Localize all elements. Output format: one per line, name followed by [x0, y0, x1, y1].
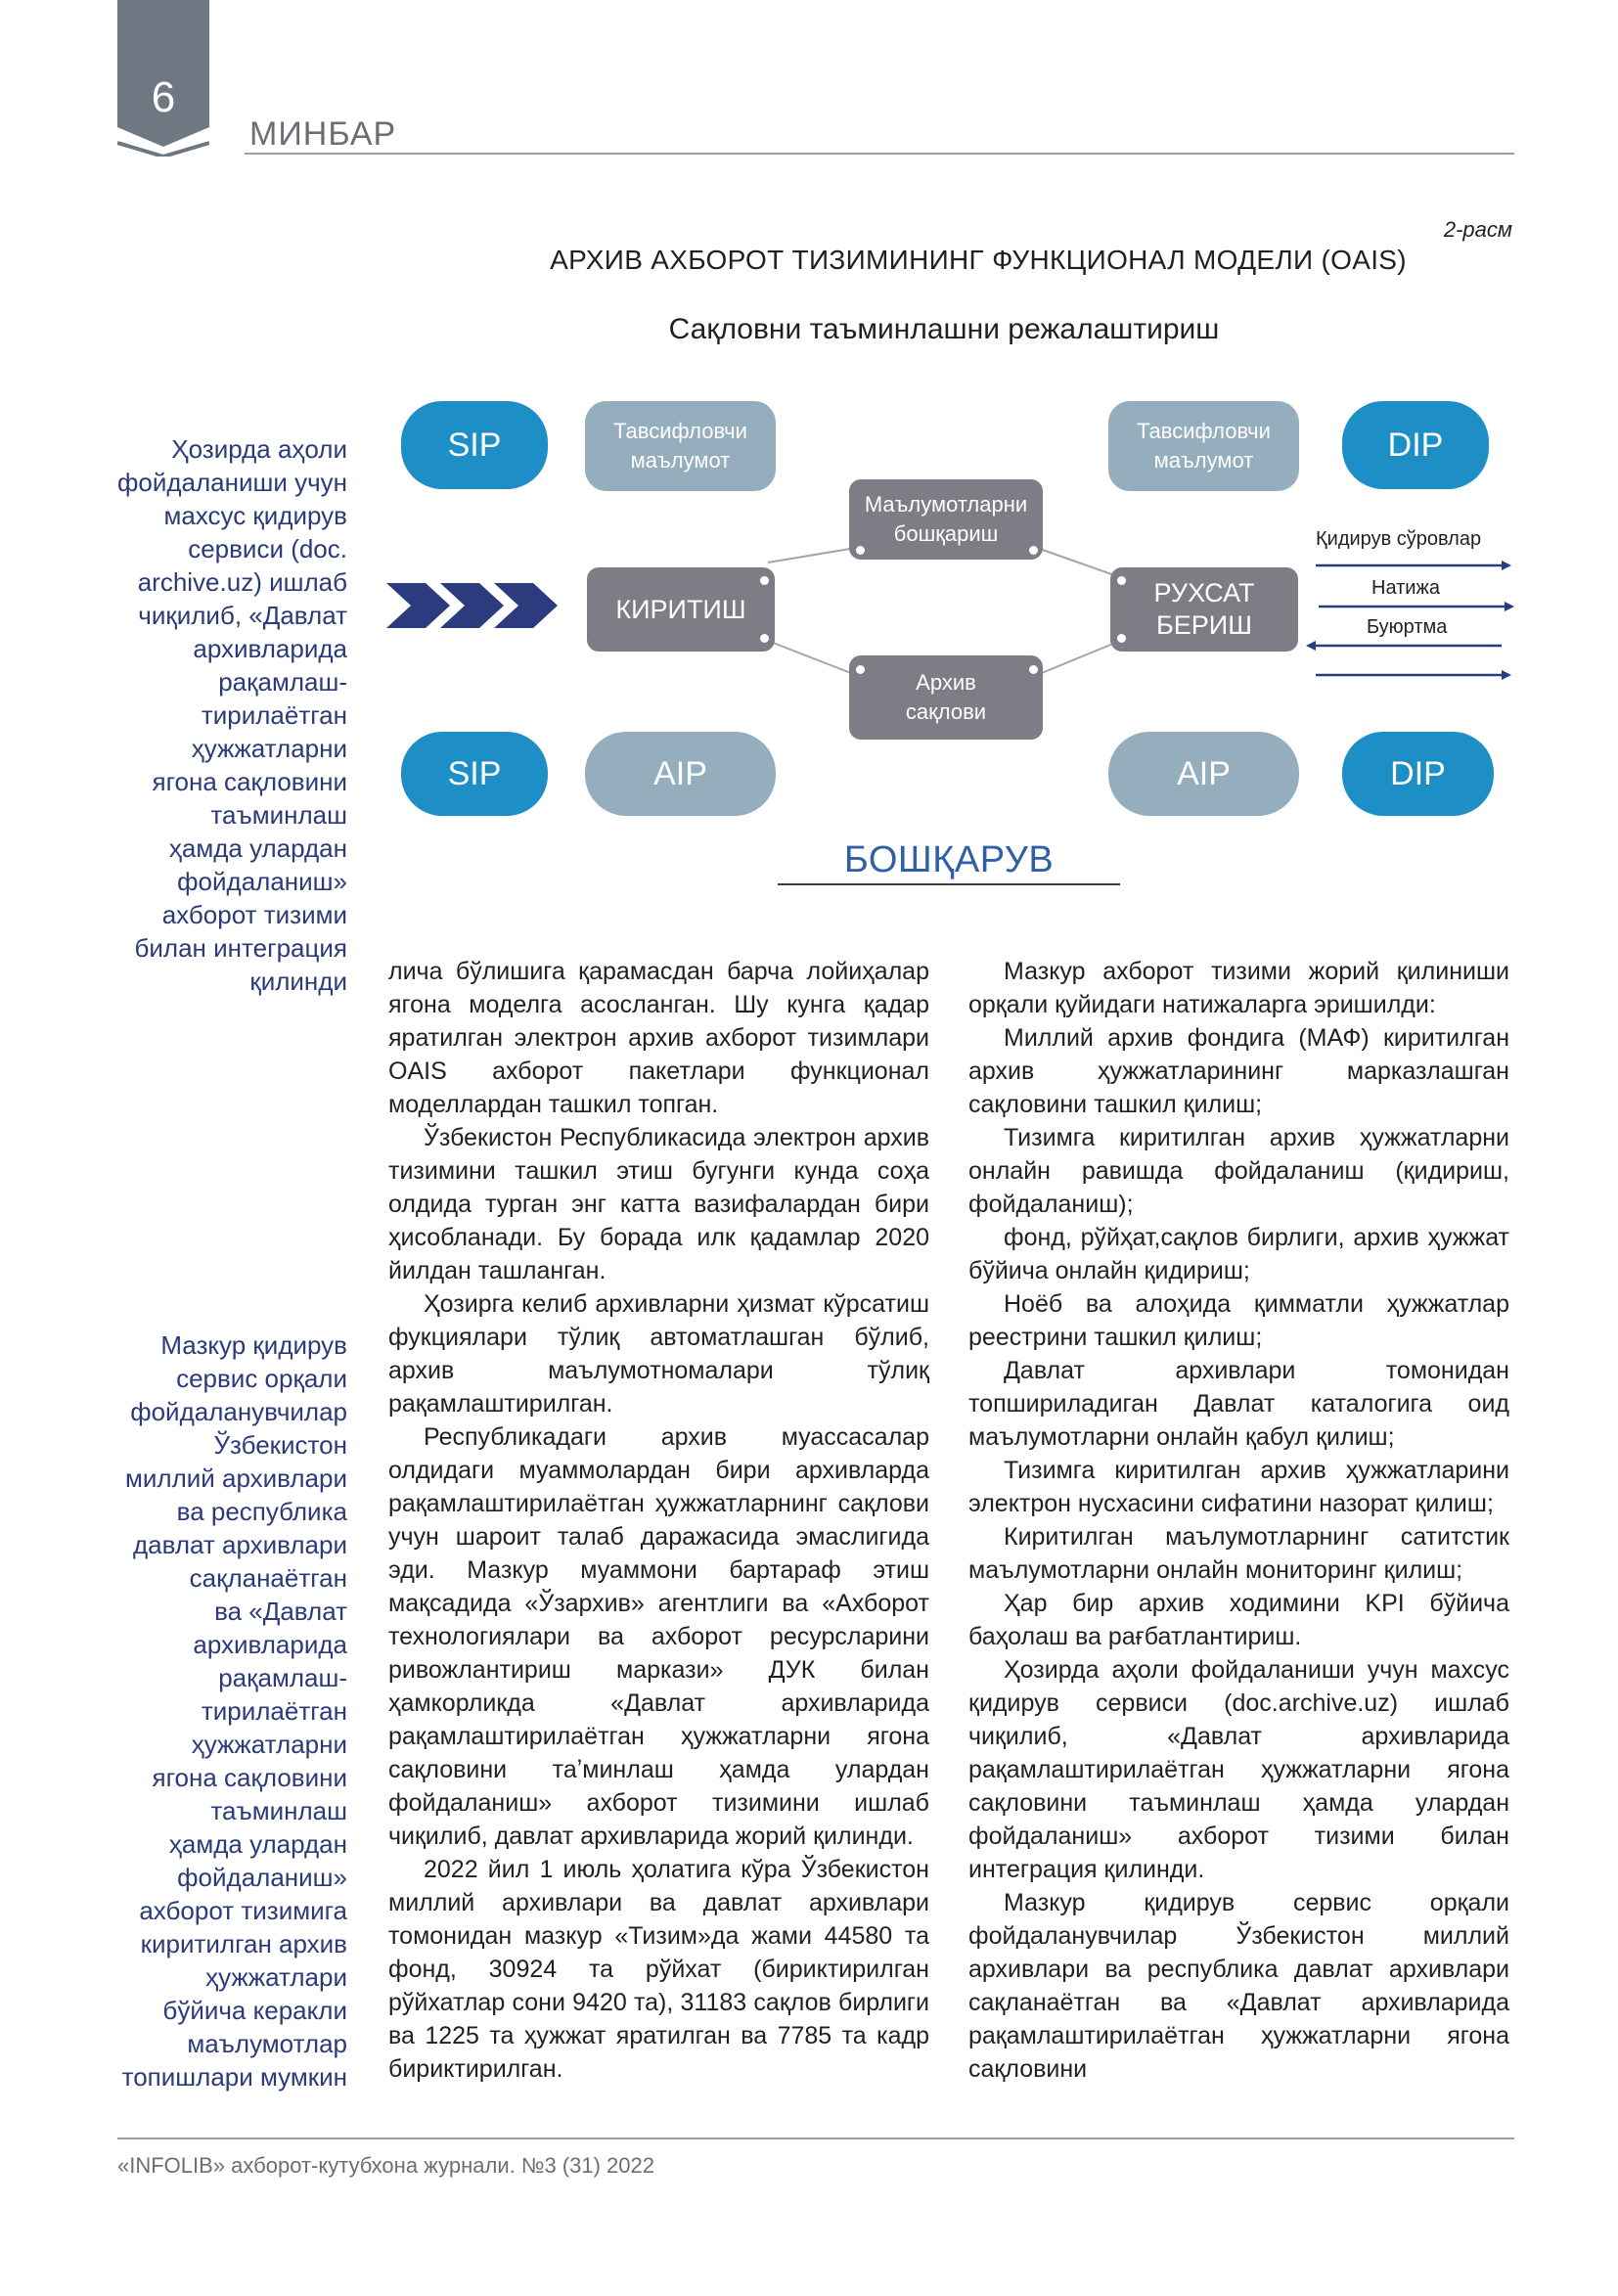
pull-quote-line: archive.uz) ишлаб	[137, 567, 347, 597]
section-title: МИНБАР	[249, 115, 397, 153]
sip-bottom-label: SIP	[447, 754, 502, 792]
body-column-1	[388, 955, 929, 2086]
footer-rule	[117, 2138, 1514, 2139]
pull-quote-line: тирилаётган	[201, 700, 347, 730]
data-management-line2: бошқариш	[893, 521, 999, 546]
pull-quote-line: қилинди	[249, 967, 347, 996]
pull-quote-line: ва республика	[176, 1497, 347, 1526]
sip-bottom-box	[401, 732, 548, 816]
paragraph: фонд, рўйҳат,сақлов бирлиги, архив ҳужжат бўйича онлайн қидириш;	[968, 1224, 1509, 1284]
pull-quote-line: махсус қидирув	[163, 501, 347, 530]
paragraph: Ҳозирда аҳоли фойдаланиши учун махсус қидирув сервиси (doc.archive.uz) ишлаб чиқилиб, «Давлат архивларида рақамлаштирилаётган ҳужжатларни ягона сақловини таъминлаш ҳамда улардан фойдаланиш» ахборот тизими билан интеграция қилинди.	[968, 1656, 1509, 1883]
ingest-label: КИРИТИШ	[615, 594, 746, 624]
paragraph: Тизимга киритилган архив ҳужжатларини электрон нусхасини сифатини назорат қилиш;	[968, 1457, 1509, 1517]
pull-quote-line: давлат архивлари	[132, 1530, 347, 1559]
pull-quote-line: таъминлаш	[210, 1796, 347, 1825]
pull-quote-line: фойдаланиш»	[177, 1863, 347, 1892]
aip-right-box	[1108, 732, 1299, 816]
connector-line	[1037, 548, 1120, 577]
pull-quote-line: ягона сақловини	[152, 1763, 347, 1792]
paragraph: Давлат архивлари томонидан топшириладиган Давлат каталогига оид маълумотларни онлайн қабул қилиш;	[968, 1357, 1509, 1451]
page-number: 6	[151, 73, 176, 121]
chevron-arrows-icon	[386, 583, 558, 628]
paragraph: Республикадаги архив муассасалар олдидаги муаммолардан бири архивларда рақамлаштирилаётган ҳужжатларнинг сақлови учун шароит талаб даражасида эмаслигида эди. Мазкур муаммони бартараф этиш мақсадида «Ўзархив» агентлиги ва «Ахборот технологиялари ва ахборот ресурсларини ривожлантириш маркази» ДУК билан ҳамкорликда «Давлат архивларида рақамлаштирилаётган ҳужжатларни ягона сақловини таʼминлаш ҳамда улардан фойдаланиш» ахборот тизимини ишлаб чиқилиб, давлат архивларида жорий қилинди.	[388, 1423, 929, 1850]
figure-label: 2-расм	[1443, 217, 1512, 242]
aip-left-label: AIP	[653, 754, 707, 792]
pull-quote-line: ягона сақловини	[152, 767, 347, 796]
pull-quote-line: ҳужжатлари	[205, 1962, 347, 1992]
result-label: Натижа	[1371, 577, 1440, 599]
access-line2: БЕРИШ	[1156, 610, 1252, 640]
paragraph: лича бўлишига қарамасдан барча лойиҳалар ягона моделга асосланган. Шу кунга қадар яратилган электрон архив ахборот тизимлари OAIS ахборот пакетлари функционал моделлардан ташкил топган.	[388, 958, 929, 1118]
archival-storage-line1: Архив	[916, 670, 976, 695]
pull-quote-line: ахборот тизими	[161, 900, 347, 929]
paragraph: Ноёб ва алоҳида қимматли ҳужжатлар реестрини ташкил қилиш;	[968, 1290, 1509, 1351]
paragraph: Киритилган маълумотларнинг сатитстик маълумотларни онлайн мониторинг қилиш;	[968, 1523, 1509, 1584]
pull-quote-1	[78, 432, 347, 998]
descriptive-info-right-box	[1108, 401, 1299, 491]
pull-quote-line: фойдаланиш»	[177, 867, 347, 896]
connector-dot	[760, 576, 769, 585]
pull-quote-line: ҳужжатларни	[191, 1730, 347, 1759]
pull-quote-line: сақланаётган	[189, 1563, 347, 1593]
connector-line	[768, 548, 856, 563]
pull-quote-line: Ўзбекистон	[213, 1430, 347, 1460]
descriptive-info-left-box	[585, 401, 776, 491]
descriptive-info-right-line1: Тавсифловчи	[1137, 419, 1271, 443]
pull-quote-line: ҳамда улардан	[168, 1829, 347, 1859]
pull-quote-line: сервиси (doc.	[188, 534, 347, 563]
pull-quote-line: архивларида	[193, 634, 347, 663]
archival-storage-line2: сақлови	[905, 699, 987, 724]
access-line1: РУХСАТ	[1153, 578, 1255, 608]
pull-quote-line: топишлари мумкин	[121, 2062, 347, 2092]
pull-quote-line: ҳужжатларни	[191, 734, 347, 763]
connector-dot	[760, 634, 769, 643]
connector-dot	[856, 546, 865, 555]
descriptive-info-left-line1: Тавсифловчи	[613, 419, 747, 443]
pull-quote-line: миллий архивлари	[125, 1463, 347, 1493]
pull-quote-line: тирилаётган	[201, 1696, 347, 1726]
descriptive-info-left-line2: маълумот	[630, 448, 731, 473]
access-box	[1110, 567, 1298, 652]
dip-bottom-box	[1342, 732, 1494, 816]
paragraph: 2022 йил 1 июль ҳолатига кўра Ўзбекистон миллий архивлари ва давлат архивлари томонидан мазкур «Тизим»да жами 44580 та фонд, 30924 та рўйхат (бириктирилган рўйхатлар сони 9420 та), 31183 сақлов бирлиги ва 1225 та ҳужжат яратилган ва 7785 та кадр бириктирилган.	[388, 1856, 929, 2083]
pull-quote-line: фойдаланиши учун	[116, 468, 347, 497]
paragraph: Мазкур қидирув сервис орқали фойдаланувчилар Ўзбекистон миллий архивлари ва республика давлат архивлари сақланаётган ва «Давлат архивларида рақамлаштирилаётган ҳужжатларни ягона сақловини	[968, 1889, 1509, 2083]
sip-top-box	[401, 401, 548, 489]
pull-quote-line: фойдаланувчилар	[130, 1397, 347, 1426]
connector-dot	[856, 665, 865, 674]
connector-line	[768, 641, 856, 675]
connector-dot	[1029, 546, 1038, 555]
descriptive-info-right-line2: маълумот	[1153, 448, 1254, 473]
paragraph: Миллий архив фондига (МАФ) киритилган архив ҳужжатларининг марказлашган сақловини ташкил қилиш;	[968, 1024, 1509, 1118]
connector-line	[1037, 641, 1120, 675]
pull-quote-line: билан интеграция	[134, 933, 347, 963]
management-underline	[778, 883, 1120, 885]
pull-quote-line: ва «Давлат	[214, 1597, 347, 1626]
pull-quote-2	[78, 1328, 347, 2093]
dip-top-label: DIP	[1387, 426, 1444, 464]
paragraph: Ўзбекистон Республикасида электрон архив тизимини ташкил этиш бугунги кунда соҳа олдида турган энг катта вазифалардан бири ҳисобланади. Бу борада илк қадамлар 2020 йилдан ташланган.	[388, 1124, 929, 1284]
pull-quote-line: Ҳозирда аҳоли	[171, 434, 347, 464]
connector-dot	[1029, 665, 1038, 674]
pull-quote-line: бўйича керакли	[162, 1996, 347, 2025]
connector-dot	[1117, 634, 1126, 643]
sip-top-label: SIP	[447, 426, 502, 464]
aip-right-label: AIP	[1177, 754, 1231, 792]
management-label: БОШҚАРУВ	[843, 839, 1055, 880]
aip-left-box	[585, 732, 776, 816]
pull-quote-line: киритилган архив	[140, 1929, 347, 1958]
body-column-2	[968, 955, 1509, 2086]
connector-dot	[1117, 576, 1126, 585]
pull-quote-line: ахборот тизимига	[139, 1896, 347, 1925]
pull-quote-line: ҳамда улардан	[168, 833, 347, 863]
figure-title: АРХИВ АХБОРОТ ТИЗИМИНИНГ ФУНКЦИОНАЛ МОДЕЛИ (OAIS)	[550, 245, 1407, 275]
data-management-box	[849, 479, 1043, 560]
paragraph: Ҳар бир архив ходимини KPI бўйича баҳолаш ва рағбатлантириш.	[968, 1590, 1509, 1650]
search-requests-label: Қидирув сўровлар	[1316, 528, 1482, 550]
pull-quote-line: Мазкур қидирув	[160, 1330, 347, 1360]
figure-subtitle: Сақловни таъминлашни режалаштириш	[668, 313, 1220, 345]
pull-quote-line: таъминлаш	[210, 800, 347, 830]
pull-quote-line: чиқилиб, «Давлат	[138, 601, 347, 630]
pull-quote-line: маълумотлар	[187, 2029, 347, 2058]
pull-quote-line: рақамлаш-	[218, 667, 347, 697]
footer-journal-info: «INFOLIB» ахборот-кутубхона журнали. №3 (31) 2022	[117, 2153, 654, 2178]
dip-bottom-label: DIP	[1390, 754, 1446, 792]
ingest-box	[587, 567, 775, 652]
data-management-line1: Маълумотларни	[864, 492, 1028, 517]
order-label: Буюртма	[1367, 616, 1448, 638]
paragraph: Ҳозирга келиб архивларни ҳизмат кўрсатиш фукциялари тўлиқ автоматлашган бўлиб, архив маълумотномалари тўлиқ рақамлаштирилган.	[388, 1290, 929, 1418]
pull-quote-line: рақамлаш-	[218, 1663, 347, 1692]
paragraph: Тизимга киритилган архив ҳужжатларни онлайн равишда фойдаланиш (қидириш, фойдаланиш);	[968, 1124, 1509, 1218]
paragraph: Мазкур ахборот тизими жорий қилиниши орқали қуйидаги натижаларга эришилди:	[968, 958, 1509, 1018]
archival-storage-box	[849, 655, 1043, 740]
pull-quote-line: сервис орқали	[176, 1364, 347, 1393]
pull-quote-line: архивларида	[193, 1630, 347, 1659]
dip-top-box	[1342, 401, 1489, 489]
